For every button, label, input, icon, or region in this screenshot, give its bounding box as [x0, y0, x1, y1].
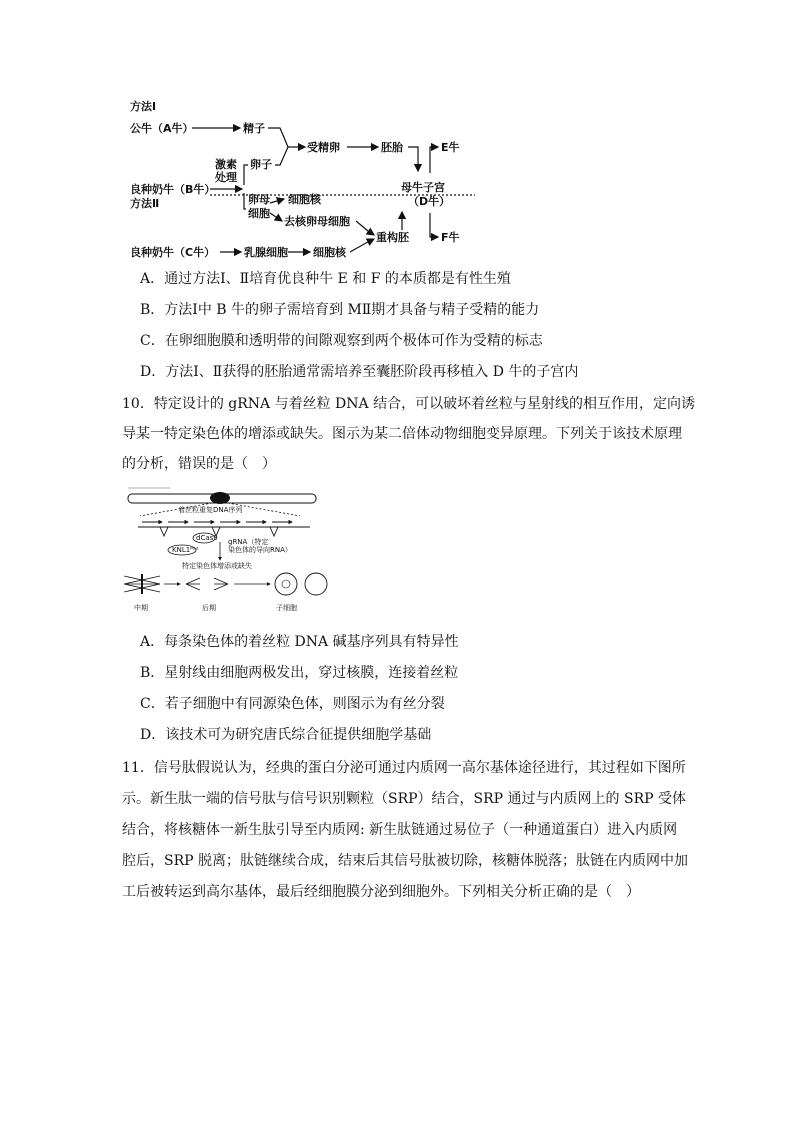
q11-stem-line-3: 结合，将核糖体一新生肽引导至内质网: 新生肽链通过易位子（一种通道蛋白）进入内质网	[122, 822, 678, 838]
cloning-diagram	[120, 95, 480, 265]
method2-label: 方法Ⅱ	[130, 197, 160, 210]
q9-option-d: D．方法Ⅰ、Ⅱ获得的胚胎通常需培养至囊胚阶段再移植入 D 牛的子宫内	[140, 364, 579, 380]
fertilized-egg-label: 受精卵	[307, 141, 340, 154]
cow-c-label: 良种奶牛（C牛）	[130, 246, 216, 259]
metaphase-label: 中期	[134, 604, 148, 612]
dcas9-label: dCas9	[196, 534, 218, 542]
daughter-cell-2	[305, 573, 327, 595]
bull-a-label: 公牛（A牛）	[130, 122, 194, 135]
q10-option-a: A．每条染色体的着丝粒 DNA 碱基序列具有特异性	[140, 634, 459, 650]
gain-loss-label: 特定染色体增添或缺失	[182, 562, 252, 570]
q9-option-c: C．在卵细胞膜和透明带的间隙观察到两个极体可作为受精的标志	[140, 333, 543, 349]
cow-b-label: 良种奶牛（B牛）	[130, 183, 216, 196]
sperm-label: 精子	[243, 122, 265, 135]
treatment-label: 处理	[215, 171, 237, 184]
anaphase-label: 后期	[202, 604, 216, 612]
method1-label: 方法Ⅰ	[130, 100, 157, 113]
q10-option-d: D．该技术可为研究唐氏综合征提供细胞学基础	[140, 727, 432, 743]
repeat-arrows	[138, 522, 310, 536]
q10-stem-line-1: 10．特定设计的 gRNA 与着丝粒 DNA 结合，可以破坏着丝粒与星射线的相互作用，定向诱	[122, 396, 696, 412]
q11-stem-line-2: 示。新生肽一端的信号肽与信号识别颗粒（SRP）结合，SRP 通过与内质网上的 SRP 受体	[122, 791, 687, 807]
oocyte-label-2: 细胞	[248, 207, 270, 220]
embryo-label: 胚胎	[381, 141, 403, 154]
hormone-label: 激素	[215, 158, 237, 171]
q9-option-b: B．方法Ⅰ中 B 牛的卵子需培育到 MⅡ期才具备与精子受精的能力	[140, 302, 540, 318]
cow-f-label: F牛	[441, 231, 460, 244]
grna-label-1: gRNA（特定	[228, 538, 269, 546]
daughter-cell-1	[275, 573, 297, 595]
q10-stem-line-3: 的分析，错误的是（ ）	[122, 456, 276, 472]
reconstructed-embryo-label: 重构胚	[376, 231, 409, 244]
anaphase-spindle	[186, 578, 228, 590]
metaphase-spindle	[124, 574, 160, 594]
nucleus-c-label: 细胞核	[313, 246, 346, 259]
nucleus-label: 细胞核	[288, 193, 321, 206]
q9-option-a: A．通过方法Ⅰ、Ⅱ培育优良种牛 E 和 F 的本质都是有性生殖	[140, 271, 511, 287]
chromosome-figure	[120, 486, 335, 618]
centromere-seq-label: 着丝粒重复DNA序列	[178, 506, 243, 514]
egg-label: 卵子	[250, 158, 272, 171]
cow-e-label: E牛	[441, 141, 460, 154]
centromere	[210, 492, 230, 504]
q11-stem-line-5: 工后被转运到高尔基体，最后经细胞膜分泌到细胞外。下列相关分析正确的是（ ）	[122, 884, 640, 900]
oocyte-label-1: 卵母	[248, 193, 270, 206]
q10-stem-line-2: 导某一特定染色体的增添或缺失。图示为某二倍体动物细胞变异原理。下列关于该技术原理	[122, 426, 682, 442]
knl-label: KNL1ᴹᵘᵗ	[172, 546, 199, 554]
mammary-cell-label: 乳腺细胞	[244, 246, 288, 259]
q10-option-b: B．星射线由细胞两极发出，穿过核膜，连接着丝粒	[140, 665, 459, 681]
cow-d-label: （D牛）	[408, 195, 451, 208]
q10-option-c: C．若子细胞中有同源染色体，则图示为有丝分裂	[140, 696, 445, 712]
q11-stem-line-4: 腔后，SRP 脱离；肽链继续合成，结束后其信号肽被切除，核糖体脱落；肽链在内质网中加	[122, 853, 688, 869]
uterus-label: 母牛子宫	[401, 181, 445, 194]
grna-label-2: 染色体的导向RNA）	[228, 546, 292, 554]
enucleated-oocyte-label: 去核卵母细胞	[284, 215, 350, 228]
q11-stem-line-1: 11．信号肽假说认为，经典的蛋白分泌可通过内质网一高尔基体途径进行，其过程如下图所	[122, 760, 686, 776]
daughter-label: 子细胞	[276, 604, 297, 612]
